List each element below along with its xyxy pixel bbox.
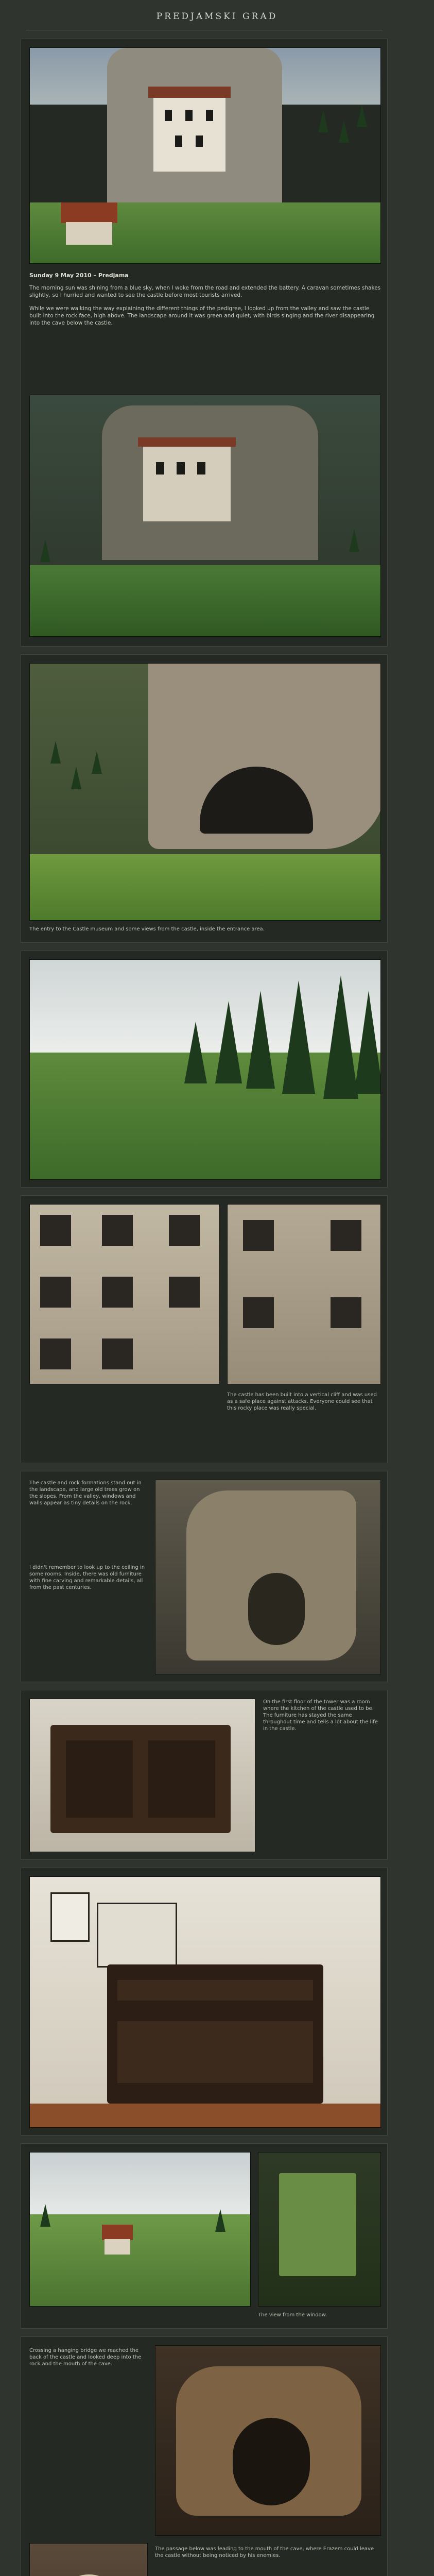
- castle-windows-photo: [29, 1204, 220, 1384]
- section-rock: [21, 1471, 388, 1682]
- entry-date: Sunday 9 May 2010 – Predjama: [29, 272, 129, 279]
- caption-7: Crossing a hanging bridge we reached the back of the castle and looked deep into the rock and the mouth of the cave.: [29, 2348, 142, 2367]
- page-title: PREDJAMSKI GRAD: [156, 11, 278, 22]
- carved-cabinet-photo: [29, 1699, 255, 1852]
- section-cave: [21, 654, 388, 943]
- caption-2: The castle has been built into a vertical cliff and was used as a safe place against attacks. Everyone could see that this rocky place was really special.: [227, 1392, 377, 1411]
- window-view-photo: [258, 2152, 381, 2307]
- section-intro: [21, 39, 388, 647]
- section-forest: [21, 951, 388, 1188]
- bridge-photo: [155, 2345, 381, 2536]
- section-views: [21, 2143, 388, 2329]
- castle-photo-2: [29, 395, 381, 637]
- entry-paragraph: While we were walking the way explaining the different things of the pedigree, I looked up from the valley and saw the castle built into the rock face, high above. The landscape around it was green and quiet, with birds singing and the river disappearing into the cave below the castle.: [29, 306, 375, 326]
- forest-photo: [29, 959, 381, 1180]
- section-bridge: [21, 2336, 388, 2576]
- landscape-view-photo: [29, 2152, 251, 2307]
- caption-1: The entry to the Castle museum and some views from the castle, inside the entrance area.: [29, 926, 265, 932]
- caption-3: The castle and rock formations stand out in the landscape, and large old trees grow on the slopes. From the valley, windows and walls appear as tiny details on the rock.: [29, 1480, 142, 1506]
- caption-5: On the first floor of the tower was a room where the kitchen of the castle used to be. The furniture has stayed the same throughout time and tells a lot about the life in the castle.: [263, 1699, 378, 1732]
- section-windows: [21, 1195, 388, 1463]
- caption-4: I didn't remember to look up to the ceiling in some rooms. Inside, there was old furniture with fine carving and remarkable details, all from the past centuries.: [29, 1565, 145, 1590]
- caption-8: The passage below was leading to the mouth of the cave, where Erazem could leave the castle without being noticed by his enemies.: [155, 2546, 374, 2558]
- caption-6: The view from the window.: [258, 2312, 327, 2318]
- section-cabinet: [21, 1690, 388, 1860]
- entry-paragraph: The morning sun was shining from a blue sky, when I woke from the road and extended the battery. A caravan sometimes shakes slightly, so I hurried and wanted to see the castle before most tourists arrived.: [29, 285, 381, 298]
- rock-face-photo: [155, 1480, 381, 1674]
- entry-body: [29, 284, 381, 333]
- cave-entrance-photo: [29, 663, 381, 921]
- castle-photo-1: [29, 47, 381, 264]
- castle-facade-photo: [227, 1204, 381, 1384]
- tunnel-photo: [29, 2543, 148, 2576]
- kitchen-photo: [29, 1876, 381, 2128]
- section-kitchen: [21, 1868, 388, 2136]
